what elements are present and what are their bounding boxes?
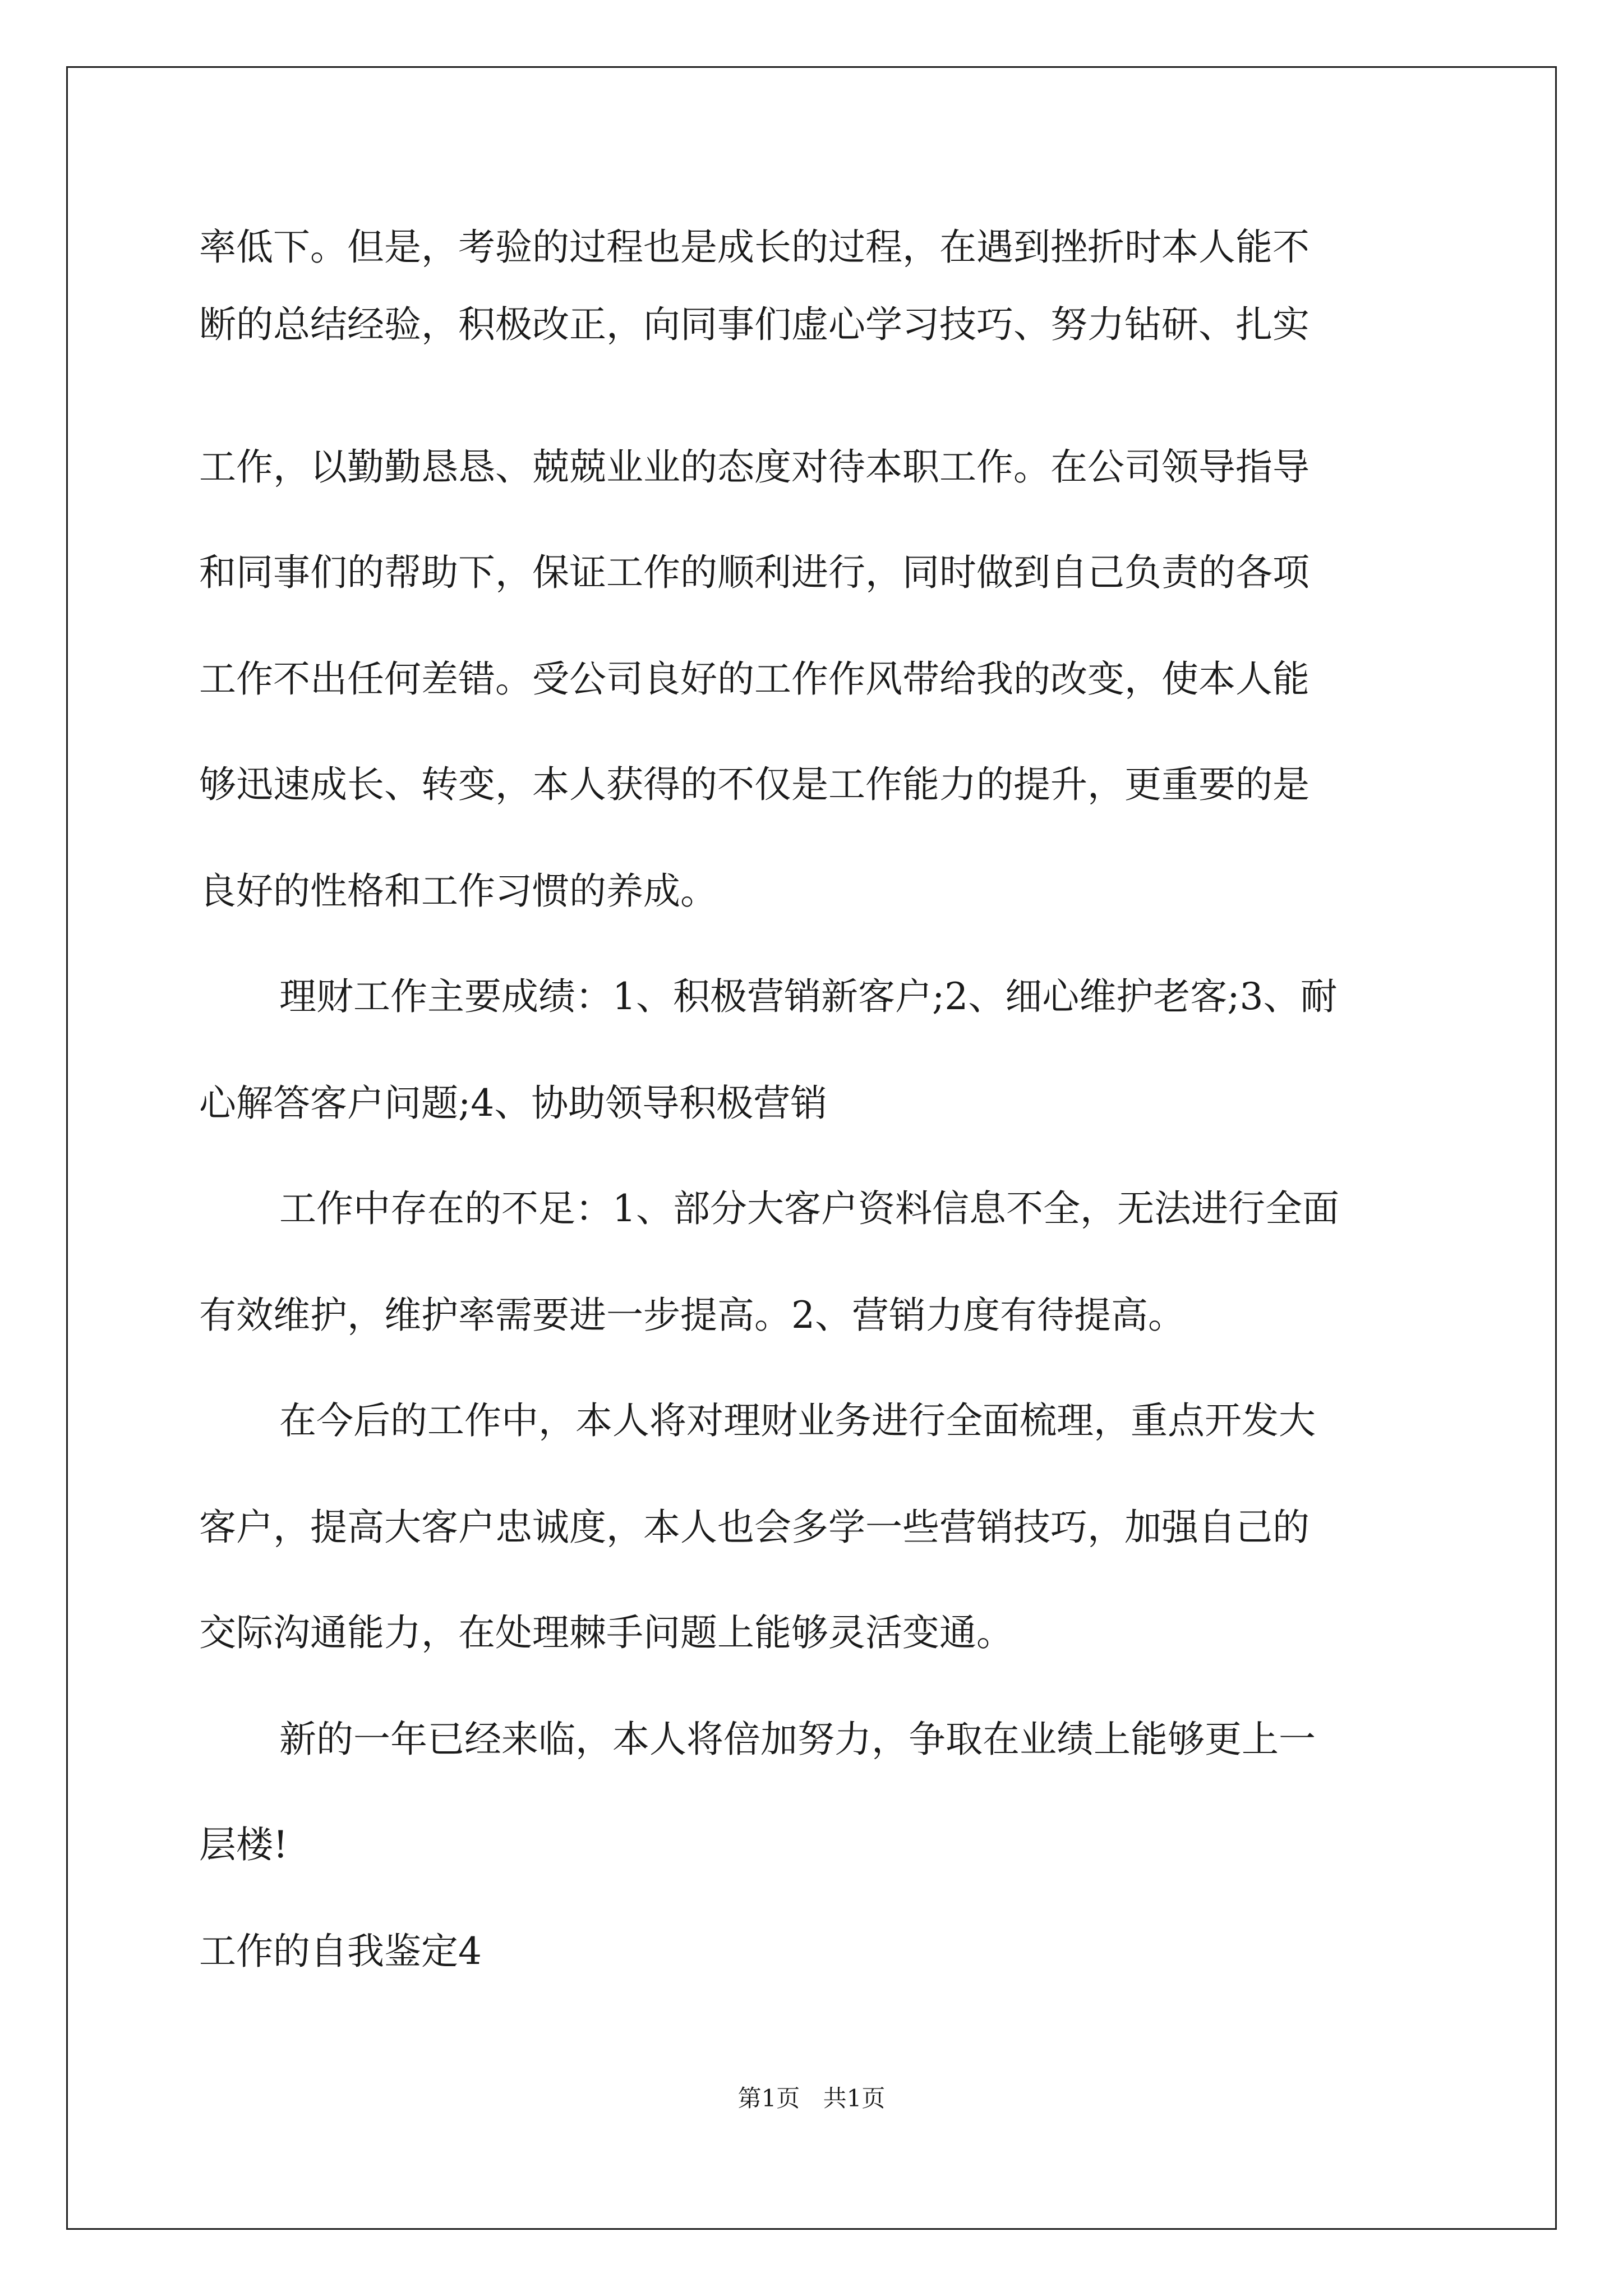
- body-line: 客户，提高大客户忠诚度，本人也会多学一些营销技巧，加强自己的: [199, 1506, 1310, 1549]
- page-footer: [0, 2087, 1623, 2110]
- page-number: 第1页: [737, 2085, 800, 2112]
- body-line: 工作，以勤勤恳恳、兢兢业业的态度对待本职工作。在公司领导指导: [199, 445, 1310, 489]
- body-line: 理财工作主要成绩：1、积极营销新客户;2、细心维护老客;3、耐: [279, 975, 1338, 1018]
- body-line: 层楼!: [199, 1823, 288, 1866]
- body-line: 工作中存在的不足：1、部分大客户资料信息不全，无法进行全面: [279, 1187, 1339, 1230]
- page-border: [66, 66, 1557, 2230]
- body-line: 断的总结经验，积极改正，向同事们虚心学习技巧、努力钻研、扎实: [199, 303, 1310, 346]
- body-line: 良好的性格和工作习惯的养成。: [199, 869, 717, 913]
- body-line: 够迅速成长、转变，本人获得的不仅是工作能力的提升，更重要的是: [199, 763, 1310, 806]
- body-line: 和同事们的帮助下，保证工作的顺利进行，同时做到自己负责的各项: [199, 551, 1310, 594]
- body-line: 心解答客户问题;4、协助领导积极营销: [199, 1082, 828, 1125]
- body-line: 率低下。但是，考验的过程也是成长的过程，在遇到挫折时本人能不: [199, 226, 1310, 269]
- body-line: 交际沟通能力，在处理棘手问题上能够灵活变通。: [199, 1611, 1013, 1654]
- body-line: 新的一年已经来临，本人将倍加努力，争取在业绩上能够更上一: [279, 1718, 1316, 1761]
- body-line: 在今后的工作中，本人将对理财业务进行全面梳理，重点开发大: [279, 1399, 1316, 1442]
- body-line: 工作不出任何差错。受公司良好的工作作风带给我的改变，使本人能: [199, 657, 1310, 701]
- page-total: 共1页: [823, 2085, 886, 2112]
- section-heading: 工作的自我鉴定4: [199, 1930, 482, 1973]
- body-line: 有效维护，维护率需要进一步提高。2、营销力度有待提高。: [199, 1294, 1185, 1337]
